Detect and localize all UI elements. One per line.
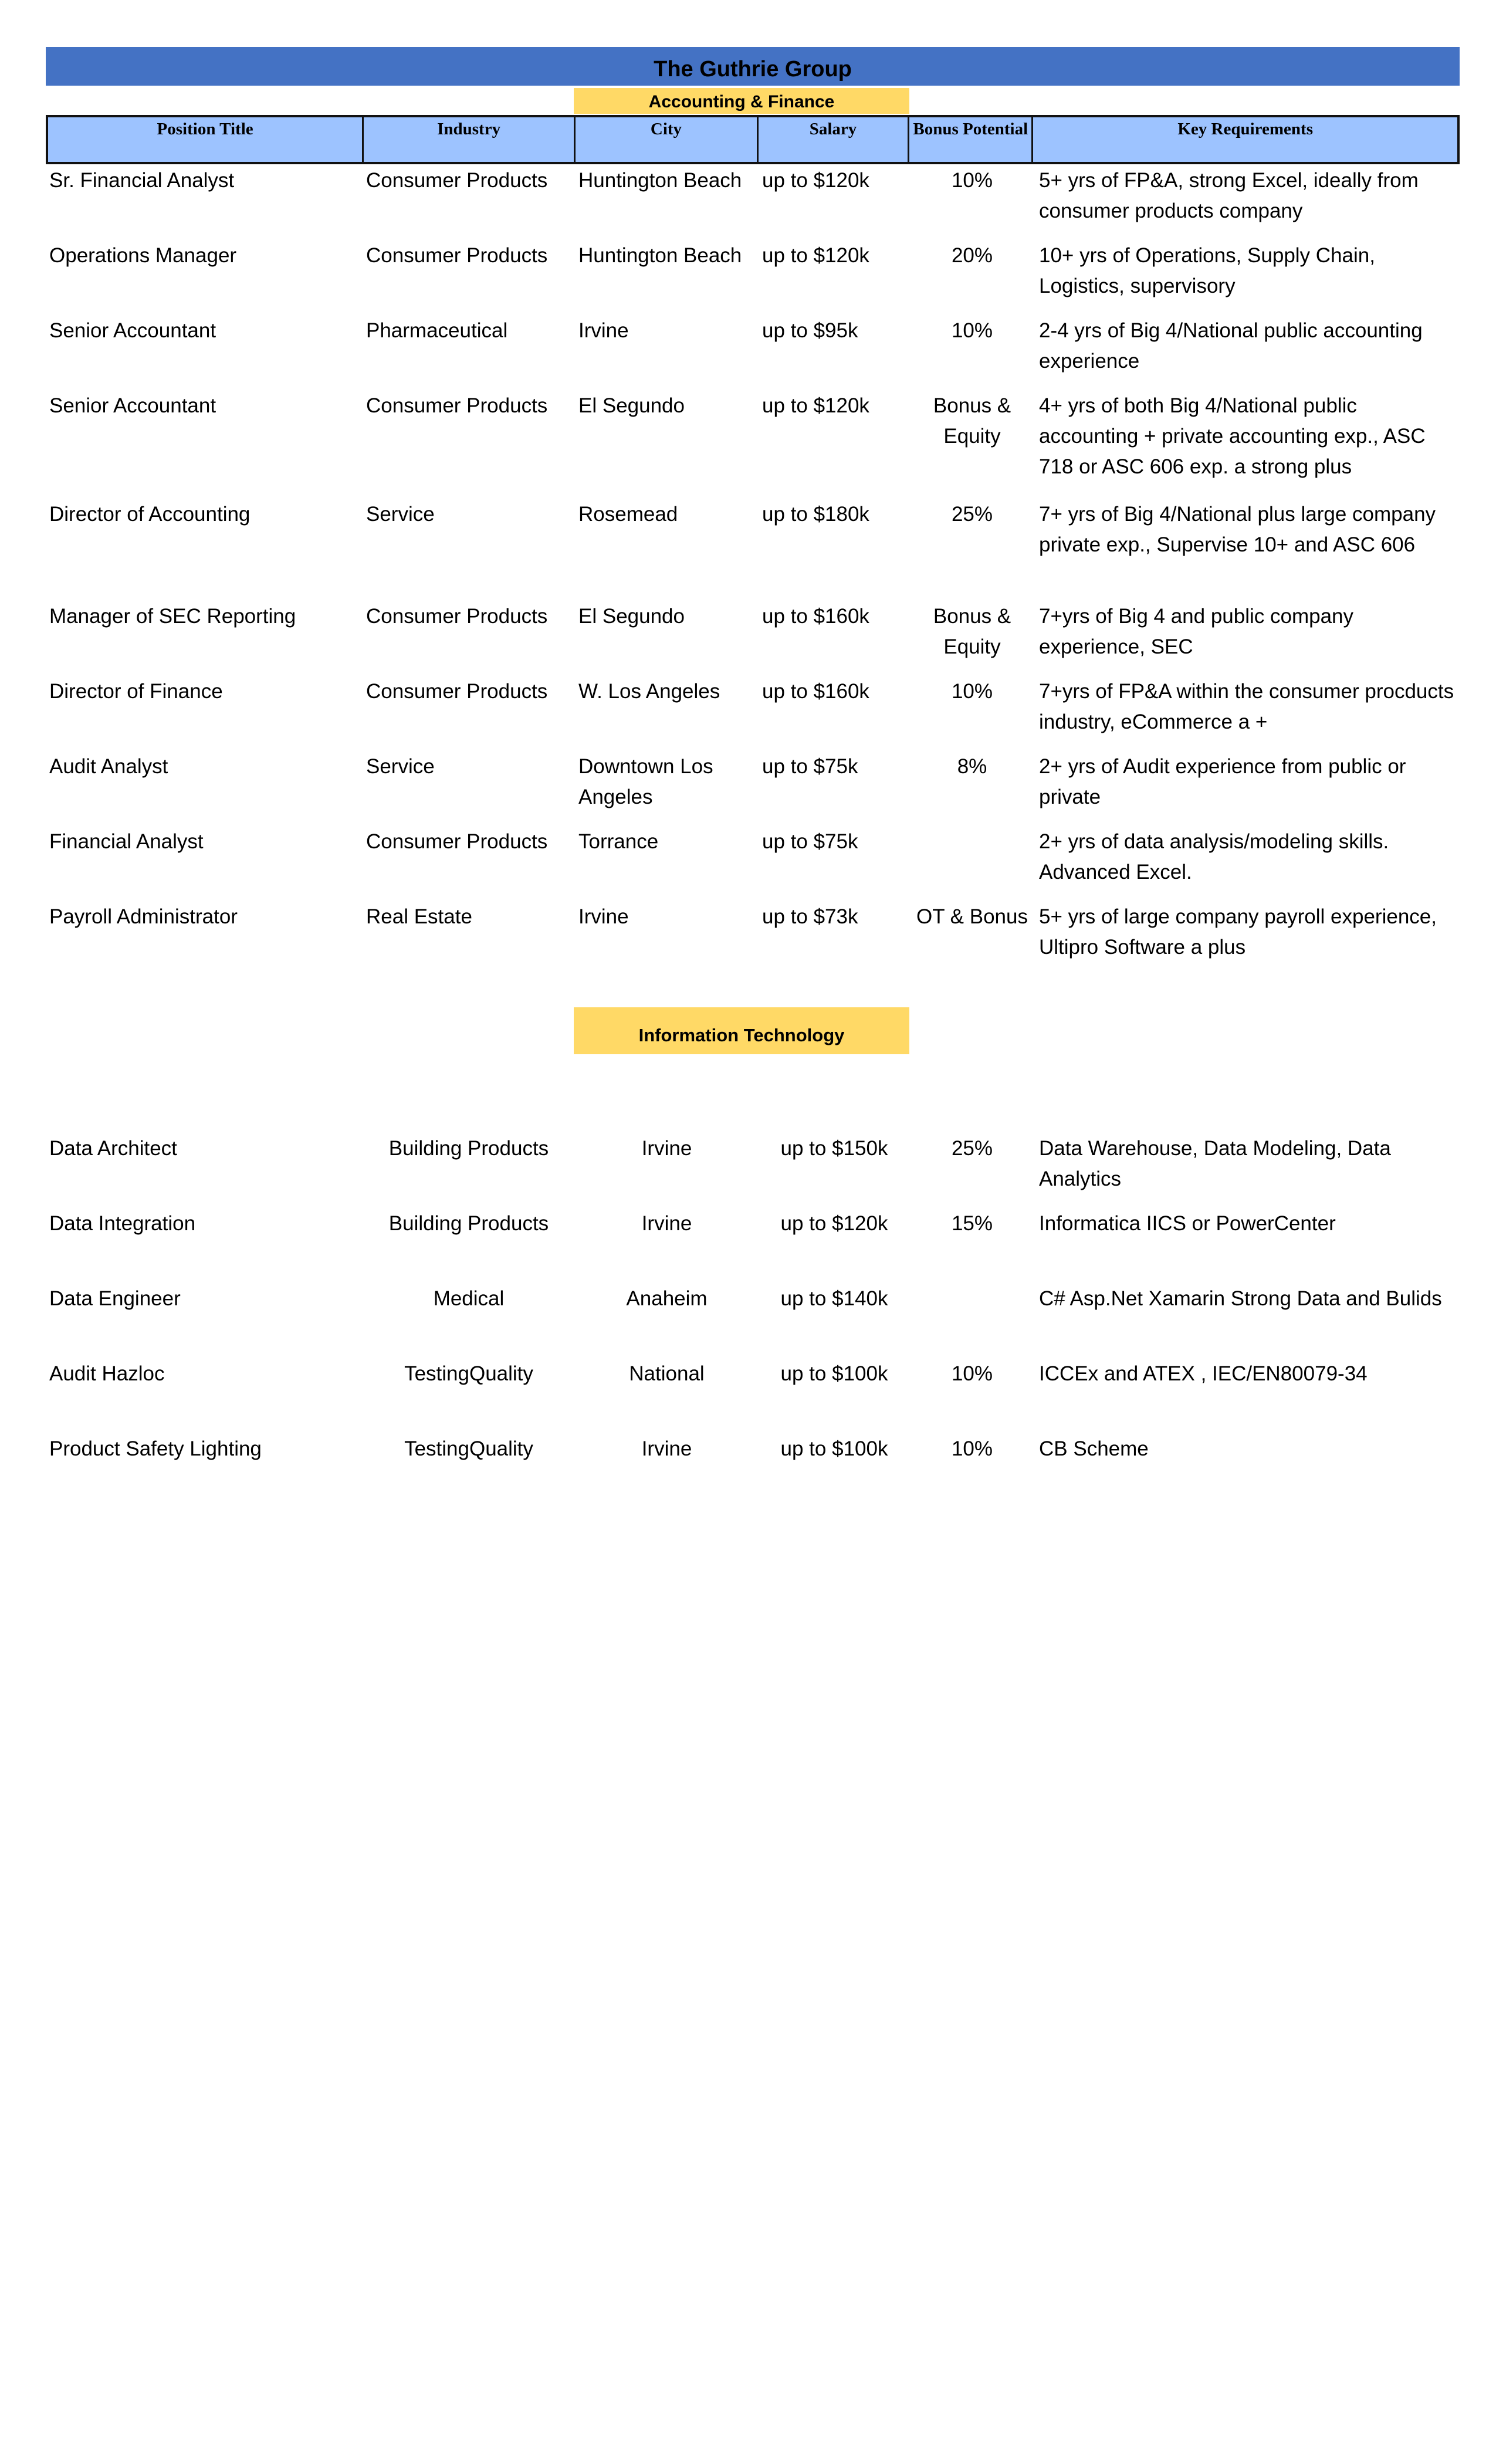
cell-industry: Service [366,503,435,526]
cell-bonus: 15% [951,1212,993,1235]
cell-title: Senior Accountant [49,319,216,342]
cell-requirements: CB Scheme [1039,1437,1149,1460]
cell-city: Irvine [641,1137,692,1160]
cell-industry: Consumer Products [366,605,548,628]
cell-requirements: 2-4 yrs of Big 4/National public accounting experience [1039,319,1423,373]
cell-industry: Building Products [388,1137,549,1160]
cell-bonus: 10% [951,1362,993,1385]
cell-city: National [629,1362,705,1385]
cell-bonus: Bonus & Equity [933,394,1011,448]
cell-industry: Consumer Products [366,244,548,267]
cell-city: Rosemead [578,503,678,526]
table-row [46,165,1460,226]
cell-title: Financial Analyst [49,830,204,853]
table-row [46,1209,1460,1239]
cell-bonus: Bonus & Equity [933,605,1011,658]
cell-bonus: OT & Bonus [916,905,1028,928]
cell-industry: Consumer Products [366,680,548,703]
table-row [46,1133,1460,1194]
cell-title: Audit Hazloc [49,1362,165,1385]
section-information-technology: Information Technology [574,1007,909,1054]
cell-requirements: ICCEx and ATEX , IEC/EN80079-34 [1039,1362,1368,1385]
cell-industry: Consumer Products [366,169,548,192]
cell-title: Data Integration [49,1212,196,1235]
cell-title: Data Engineer [49,1287,181,1310]
cell-title: Director of Finance [49,680,223,703]
cell-salary: up to $120k [762,169,869,192]
cell-industry: Building Products [388,1212,549,1235]
table-row [46,1359,1460,1389]
cell-city: Irvine [641,1212,692,1235]
cell-requirements: C# Asp.Net Xamarin Strong Data and Bulids [1039,1287,1442,1310]
cell-title: Sr. Financial Analyst [49,169,235,192]
cell-city: Irvine [578,319,629,342]
cell-requirements: 2+ yrs of Audit experience from public or private [1039,755,1406,808]
table-row [46,827,1460,888]
cell-salary: up to $120k [762,244,869,267]
cell-salary: up to $75k [762,755,858,778]
cell-requirements: 7+yrs of FP&A within the consumer procducts industry, eCommerce a + [1039,680,1454,733]
cell-city: Huntington Beach [578,244,742,267]
table-row [46,499,1460,560]
cell-industry: Consumer Products [366,394,548,417]
cell-city: Irvine [578,905,629,928]
cell-salary: up to $180k [762,503,869,526]
cell-city: W. Los Angeles [578,680,720,703]
cell-salary: up to $160k [762,605,869,628]
cell-requirements: 7+ yrs of Big 4/National plus large company private exp., Supervise 10+ and ASC 606 [1039,503,1436,556]
table-row [46,601,1460,662]
header-key-requirements: Key Requirements [1177,120,1314,138]
cell-salary: up to $160k [762,680,869,703]
cell-industry: Consumer Products [366,830,548,853]
cell-title: Payroll Administrator [49,905,238,928]
cell-industry: Medical [433,1287,505,1310]
cell-city: Huntington Beach [578,169,742,192]
cell-requirements: Informatica IICS or PowerCenter [1039,1212,1336,1235]
cell-salary: up to $140k [780,1287,888,1310]
cell-city: Downtown Los Angeles [578,755,713,808]
cell-industry: TestingQuality [404,1437,533,1460]
table-row [46,902,1460,963]
cell-bonus: 10% [951,680,993,703]
cell-requirements: Data Warehouse, Data Modeling, Data Analytics [1039,1137,1391,1190]
cell-bonus [910,1284,1034,1314]
table-row [46,676,1460,737]
cell-salary: up to $120k [762,394,869,417]
cell-requirements: 7+yrs of Big 4 and public company experience, SEC [1039,605,1354,658]
cell-title: Senior Accountant [49,394,216,417]
cell-city: El Segundo [578,394,685,417]
cell-requirements: 4+ yrs of both Big 4/National public accounting + private accounting exp., ASC 718 or ASC 606 exp. a strong plus [1039,394,1426,478]
cell-city: Torrance [578,830,659,853]
cell-requirements: 5+ yrs of FP&A, strong Excel, ideally from consumer products company [1039,169,1419,222]
header-bonus-potential: Bonus Potential [909,117,1033,162]
cell-bonus: 10% [951,1437,993,1460]
header-city: City [576,117,759,162]
cell-industry: Pharmaceutical [366,319,508,342]
cell-requirements: 2+ yrs of data analysis/modeling skills. Advanced Excel. [1039,830,1389,884]
cell-salary: up to $75k [762,830,858,853]
section-accounting-finance: Accounting & Finance [574,88,909,114]
cell-salary: up to $95k [762,319,858,342]
cell-bonus: 8% [957,755,987,778]
header-industry: Industry [364,117,576,162]
cell-city: El Segundo [578,605,685,628]
cell-salary: up to $120k [780,1212,888,1235]
cell-industry: Service [366,755,435,778]
table-row [46,391,1460,482]
cell-salary: up to $100k [780,1437,888,1460]
cell-bonus: 10% [951,319,993,342]
cell-bonus: 10% [951,169,993,192]
cell-salary: up to $150k [780,1137,888,1160]
cell-industry: Real Estate [366,905,472,928]
cell-title: Data Architect [49,1137,177,1160]
cell-bonus: 25% [951,503,993,526]
cell-title: Product Safety Lighting [49,1437,262,1460]
cell-bonus: 25% [951,1137,993,1160]
cell-title: Manager of SEC Reporting [49,605,296,628]
table-header [46,115,1460,164]
cell-title: Director of Accounting [49,503,251,526]
cell-salary: up to $73k [762,905,858,928]
cell-industry: TestingQuality [404,1362,533,1385]
table-row [46,316,1460,377]
cell-bonus: 20% [951,244,993,267]
company-title: The Guthrie Group [46,47,1460,86]
cell-title: Operations Manager [49,244,237,267]
table-row [46,1284,1460,1314]
header-position-title: Position Title [48,117,364,162]
cell-title: Audit Analyst [49,755,168,778]
table-row [46,752,1460,813]
cell-city: Anaheim [626,1287,708,1310]
table-row [46,241,1460,302]
cell-salary: up to $100k [780,1362,888,1385]
table-row [46,1434,1460,1464]
header-salary: Salary [759,117,909,162]
cell-city: Irvine [641,1437,692,1460]
cell-requirements: 10+ yrs of Operations, Supply Chain, Logistics, supervisory [1039,244,1375,297]
cell-bonus [910,827,1034,888]
cell-requirements: 5+ yrs of large company payroll experience, Ultipro Software a plus [1039,905,1437,959]
